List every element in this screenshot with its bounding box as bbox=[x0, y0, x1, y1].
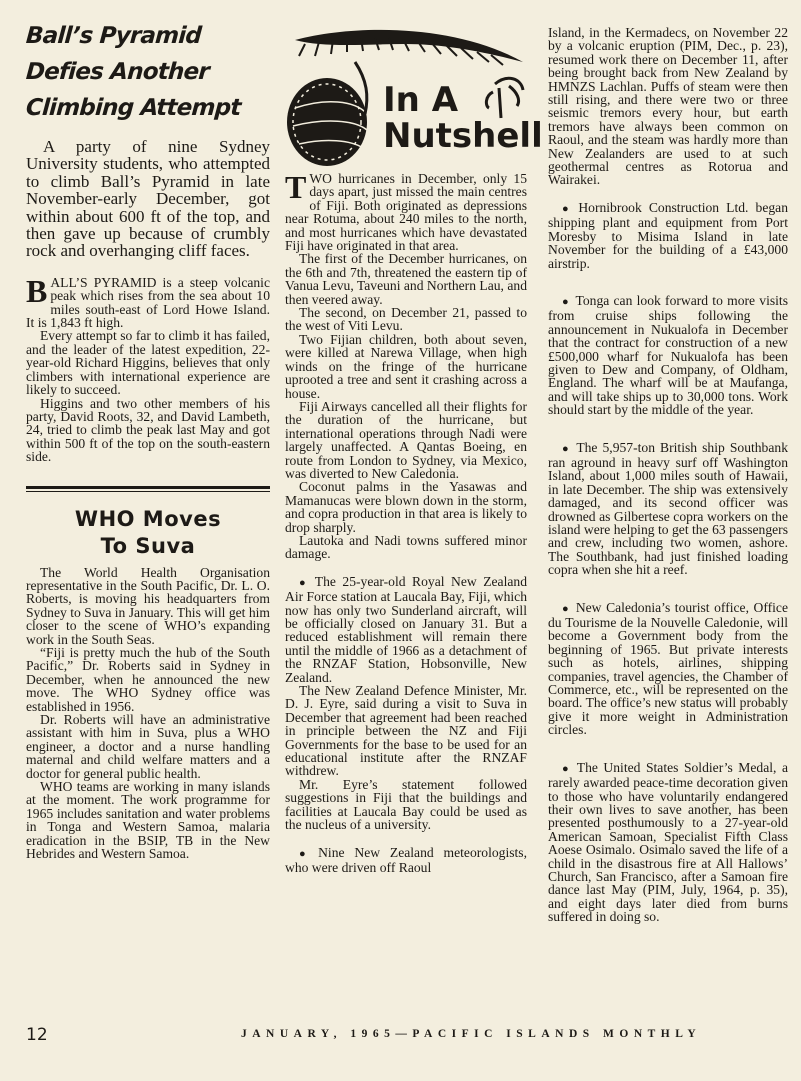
article-paragraph: “Fiji is pretty much the hub of the South Pacific,” Dr. Roberts said in Sydney in December, when he announced the new move. The WHO Sydney office was established in 1956. bbox=[26, 644, 270, 714]
article-paragraph: Fiji Airways cancelled all their flights for the duration of the hurricane, but international operations through Nadi were largely unaffected. A Qantas Boeing, en route from London to Sydney, via Mexico, was diverted to New Caledonia. bbox=[285, 398, 527, 481]
article-paragraph: Mr. Eyre’s statement followed suggestions in Fiji that the buildings and facilities at Laucala Bay could be used as the nucleus of a university. bbox=[285, 776, 527, 833]
headline-line-3: Climbing Attempt bbox=[25, 95, 242, 121]
bullet-item: ● New Caledonia’s tourist office, Office du Tourisme de la Nouvelle Caledonie, will become a Government body from the beginning of 1965. But private interests such as hotels, airlines, shipping companies, travel agencies, the Chamber of Commerce, etc., will be represented on the board. The office’s new status will probably give it more weight in Administration circles. bbox=[548, 601, 788, 737]
article-deck: A party of nine Sydney University students, who attempted to climb Ball’s Pyramid in late November-early December, got within about 600 ft of the top, and then gave up because of crumbly rock and overhanging cliff faces. bbox=[26, 137, 270, 261]
page-footer bbox=[26, 1025, 761, 1047]
article-paragraph: WHO teams are working in many islands at the moment. The work programme for 1965 includes sanitation and water problems in Tonga and Western Samoa, malaria eradication in the BSIP, TB in the New Hebrides and Western Samoa. bbox=[26, 779, 270, 862]
article-paragraph: Higgins and two other members of his party, David Roots, 32, and David Lambeth, 24, tried to climb the peak last May and got within 500 ft of the top on the south-eastern side. bbox=[26, 395, 270, 465]
column-middle bbox=[285, 22, 543, 875]
drop-cap: B bbox=[26, 272, 48, 309]
article-paragraph: The first of the December hurricanes, on the 6th and 7th, threatened the eastern tip of Vanua Levu, Taveuni and Northern Lau, and then veered away. bbox=[285, 251, 527, 307]
who-headline: WHO Moves To Suva bbox=[74, 506, 222, 558]
article-paragraph: Two Fijian children, both about seven, were killed at Narewa Village, when high winds on the fringe of the hurricane uprooted a tree and sent it crashing across a house. bbox=[285, 331, 527, 401]
headline-line-2: Defies Another bbox=[25, 59, 210, 85]
article-paragraph: Dr. Roberts will have an administrative assistant with him in Suva, plus a WHO engineer, a doctor and a nurse handling maternal and child welfare matters and a doctor for general public health. bbox=[26, 712, 270, 781]
in-a-nutshell-logo bbox=[285, 22, 543, 172]
article-paragraph: Every attempt so far to climb it has failed, and the leader of the latest expedition, 22-year-old Richard Higgins, believes that only climbers with international experience are likely to succeed. bbox=[26, 328, 270, 398]
article-paragraph: The World Health Organisation representative in the South Pacific, Dr. L. O. Roberts, is moving his headquarters from Sydney to Suva in January. This will get him closer to the scene of WHO’s expanding work in the South Seas. bbox=[26, 564, 270, 647]
logo-title: In A Nutshell bbox=[383, 80, 543, 156]
running-head: JANUARY, 1965—PACIFIC ISLANDS MONTHLY bbox=[241, 1028, 702, 1040]
section-divider bbox=[26, 486, 270, 492]
bullet-item: ● The United States Soldier’s Medal, a rarely awarded peace-time decoration given to those who have voluntarily endangered their own lives to save another, has been presented posthumously to a 27-year-old American Samoan, Specialist Fifth Class Aoese Osimalo. Osimalo saved the life of a child in the disastrous fire at All Hallows’ Church, San Francisco, after a Samoan fire dance last May (PIM, July, 1964, p. 35), and eight days later died from burns suffered in doing so. bbox=[548, 761, 788, 924]
headline-line-1: Ball’s Pyramid bbox=[25, 23, 203, 49]
article-paragraph: Coconut palms in the Yasawas and Mamanucas were blown down in the storm, and copra production in that area is likely to drop sharply. bbox=[285, 479, 527, 535]
page-number: 12 bbox=[26, 1025, 48, 1045]
article-paragraph: TWO hurricanes in December, only 15 days apart, just missed the main centres of Fiji. Both originated as depressions near Rotuma, about 240 miles to the north, and most hurricanes which have devastated Fiji have originated in that area. bbox=[285, 169, 527, 254]
bullet-item: ● Nine New Zealand meteorologists, who were driven off Raoul bbox=[285, 846, 527, 875]
article-paragraph: Lautoka and Nadi towns suffered minor damage. bbox=[285, 532, 527, 562]
article-paragraph: The second, on December 21, passed to the west of Viti Levu. bbox=[285, 305, 527, 334]
column-left bbox=[26, 18, 270, 860]
drop-cap: T bbox=[285, 169, 307, 205]
article-paragraph: Island, in the Kermadecs, on November 22 by a volcanic eruption (PIM, Dec., p. 23), resumed work there on December 11, after being brought back from New Zealand by HMNZS Lachlan. Puffs of steam were then still rising, and there were two or three seismic tremors every hour, but earth tremors have always been common on Raoul, and the steam was hardly more than New Zealanders are used to at such geothermal centres as Rotorua and Wairakei. bbox=[548, 25, 788, 188]
bullet-item: ● The 5,957-ton British ship Southbank ran aground in heavy surf off Washington Island, about 1,000 miles south of Hawaii, in late December. The ship was extensively damaged, and its second officer was drowned as Gilbertese copra workers on the island were helping to get the 63 passengers and crew, including two women, ashore. The Southbank, had just finished loading copra when she hit a reef. bbox=[548, 441, 788, 577]
bullet-item: ● Tonga can look forward to more visits from cruise ships following the announcement in Nukualofa in December that the contract for construction of a new £500,000 wharf for Nukualofa has been given to Dew and Company, of Oldham, England. The wharf will be at Maufanga, and will take ships up to 30,000 tons. Work should start by the middle of the year. bbox=[548, 294, 788, 417]
article-paragraph: BALL’S PYRAMID is a steep volcanic peak which rises from the sea about 10 miles south-east of Lord Howe Island. It is 1,843 ft high. bbox=[26, 272, 270, 331]
bullet-item: ● Hornibrook Construction Ltd. began shipping plant and equipment from Port Moresby to Misima Island in late November for the building of a £43,000 airstrip. bbox=[548, 201, 788, 270]
article-paragraph: The New Zealand Defence Minister, Mr. D. J. Eyre, said during a visit to Suva in December that agreement had been reached in principle between the NZ and Fiji Governments for the base to be used for an educational institute after the RNZAF withdrew. bbox=[285, 683, 527, 779]
balls-pyramid-headline bbox=[26, 18, 270, 126]
column-right bbox=[548, 26, 788, 924]
bullet-item: ● The 25-year-old Royal New Zealand Air Force station at Laucala Bay, Fiji, which now has only two Sunderland aircraft, will be officially closed on January 31. But a reduced establishment will remain there until the middle of 1966 as a detachment of the RNZAF Station, Hobsonville, New Zealand. bbox=[285, 575, 527, 684]
